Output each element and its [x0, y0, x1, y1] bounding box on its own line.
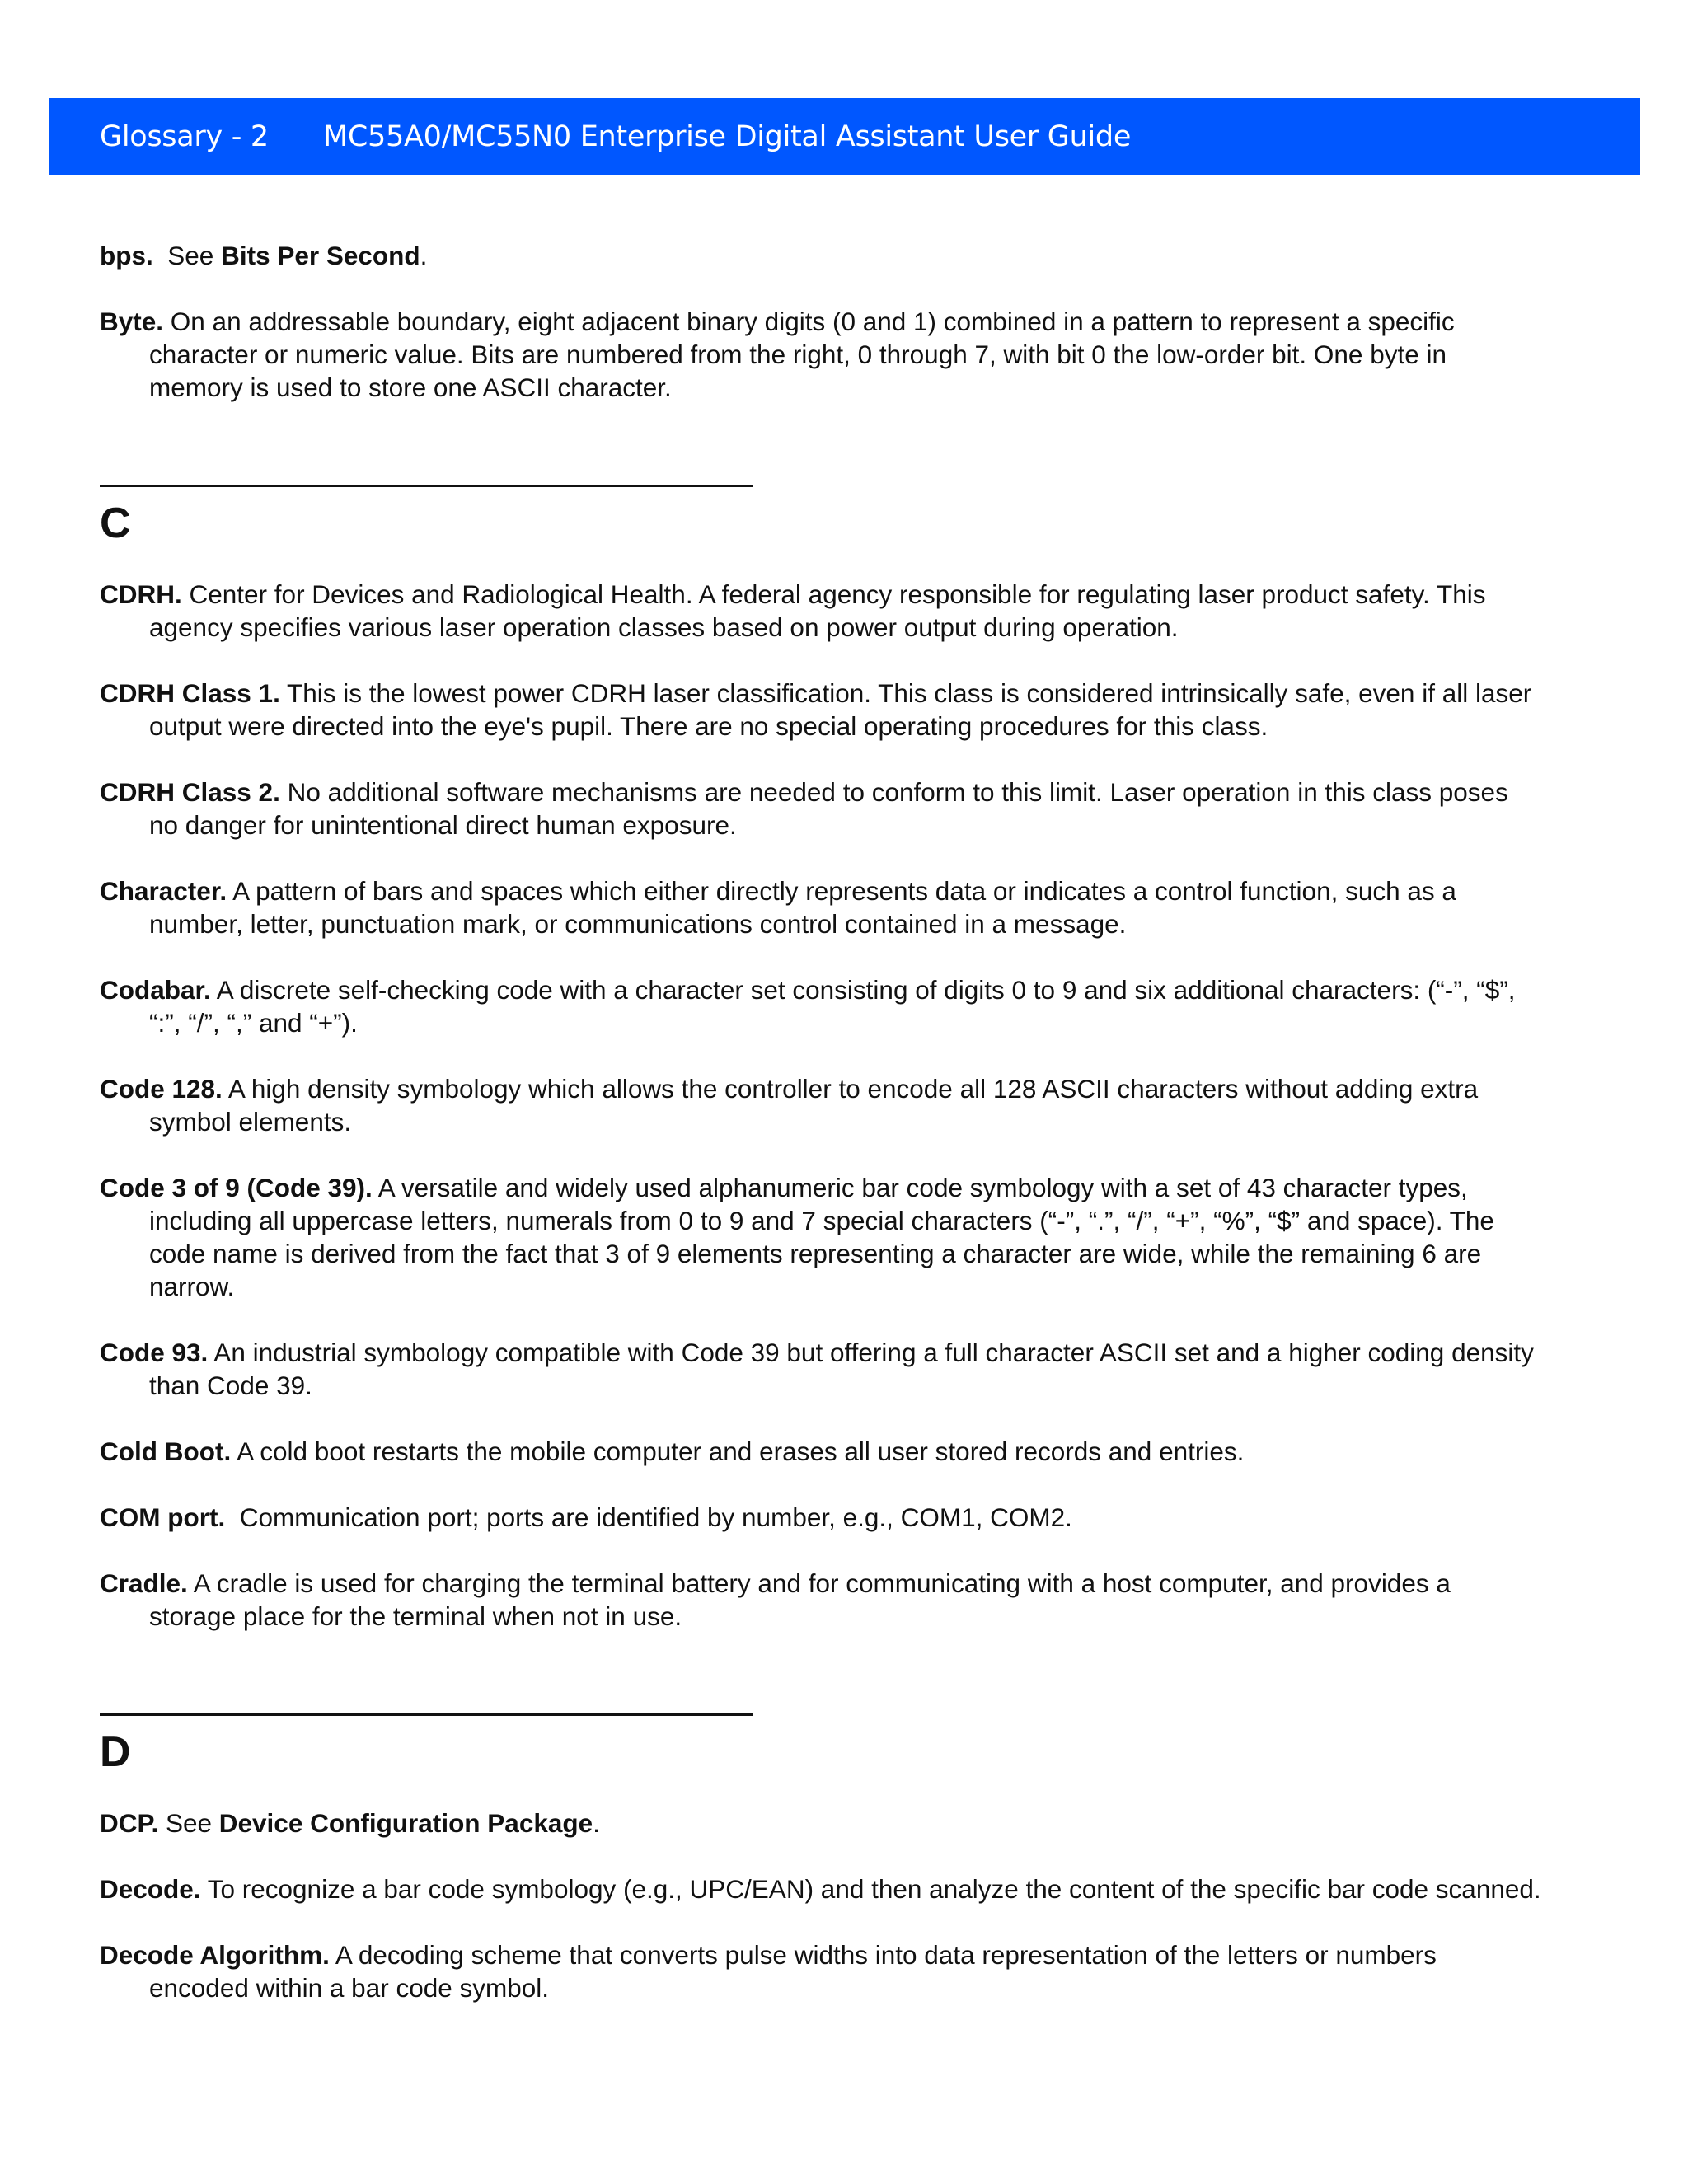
glossary-entry: [100, 578, 1542, 644]
page-header-bar: [49, 98, 1640, 175]
glossary-entry: [100, 1435, 1542, 1468]
glossary-cross-reference: Bits Per Second: [221, 241, 420, 270]
glossary-term: CDRH Class 2.: [100, 777, 280, 807]
section-letter: C: [100, 499, 131, 547]
glossary-entry: [100, 973, 1542, 1039]
glossary-definition: On an addressable boundary, eight adjacent binary digits (0 and 1) combined in a pattern to represent a specific character or numeric value. Bits are numbered from the right, 0 through 7, with bit 0 the low-order bit. One byte in memory is used to store one ASCII character.: [149, 307, 1455, 402]
glossary-entry-bps: [100, 239, 1542, 272]
glossary-entry: [100, 1171, 1542, 1303]
glossary-term: CDRH.: [100, 579, 182, 609]
glossary-definition: A decoding scheme that converts pulse widths into data representation of the letters or numbers encoded within a bar code symbol.: [149, 1940, 1437, 2003]
glossary-term: Decode Algorithm.: [100, 1940, 330, 1970]
glossary-definition: Communication port; ports are identified by number, e.g., COM1, COM2.: [225, 1502, 1072, 1532]
glossary-content: [100, 239, 1542, 2037]
glossary-definition: Center for Devices and Radiological Health. A federal agency responsible for regulating laser product safety. This agency specifies various laser operation classes based on power output during operation.: [149, 579, 1486, 642]
glossary-section-c: [100, 485, 1542, 1633]
glossary-definition: To recognize a bar code symbology (e.g., UPC/EAN) and then analyze the content of the specific bar code scanned.: [200, 1874, 1541, 1904]
glossary-term: Code 3 of 9 (Code 39).: [100, 1173, 373, 1202]
glossary-term: CDRH Class 1.: [100, 678, 280, 708]
glossary-definition: A high density symbology which allows the controller to encode all 128 ASCII characters without adding extra symbol elements.: [149, 1074, 1479, 1137]
glossary-punct: .: [593, 1808, 600, 1838]
glossary-definition: A cold boot restarts the mobile computer and erases all user stored records and entries.: [231, 1436, 1245, 1466]
glossary-entry: [100, 1501, 1542, 1534]
glossary-term: Cradle.: [100, 1568, 188, 1598]
glossary-definition: This is the lowest power CDRH laser classification. This class is considered intrinsically safe, even if all laser output were directed into the eye's pupil. There are no special operating procedures for this class.: [149, 678, 1532, 741]
glossary-cross-reference: Device Configuration Package: [218, 1808, 593, 1838]
glossary-definition: A cradle is used for charging the terminal battery and for communicating with a host computer, and provides a storage place for the terminal when not in use.: [149, 1568, 1451, 1631]
glossary-see-text: See: [158, 1808, 219, 1838]
glossary-term: Code 93.: [100, 1338, 209, 1367]
glossary-term: Cold Boot.: [100, 1436, 232, 1466]
section-divider: [100, 1713, 753, 1716]
section-letter: D: [100, 1728, 131, 1776]
glossary-definition: A pattern of bars and spaces which either directly represents data or indicates a control function, such as a number, letter, punctuation mark, or communications control contained in a message.: [149, 876, 1456, 939]
glossary-section-d: [100, 1713, 1542, 2004]
glossary-term: Decode.: [100, 1874, 201, 1904]
glossary-entry: [100, 1872, 1542, 1905]
glossary-entry-byte: [100, 305, 1542, 404]
glossary-term: COM port.: [100, 1502, 226, 1532]
glossary-term: Byte.: [100, 307, 164, 336]
glossary-entry: [100, 1567, 1542, 1633]
glossary-definition: An industrial symbology compatible with Code 39 but offering a full character ASCII set and a higher coding density than Code 39.: [149, 1338, 1534, 1400]
glossary-entry: [100, 1072, 1542, 1138]
glossary-term: DCP.: [100, 1808, 159, 1838]
glossary-term: Character.: [100, 876, 227, 906]
glossary-definition: A discrete self-checking code with a character set consisting of digits 0 to 9 and six additional characters: (“-”, “$”, “:”, “/”, “,” and “+”).: [149, 975, 1516, 1038]
glossary-see-text: See: [152, 241, 222, 270]
section-divider: [100, 485, 753, 487]
glossary-entry: [100, 874, 1542, 940]
glossary-entry: [100, 1807, 1542, 1840]
glossary-definition: A versatile and widely used alphanumeric bar code symbology with a set of 43 character types, including all uppercase letters, numerals from 0 to 9 and 7 special characters (“-”, “.”, “/”, “+”, “%”, “$” and space). The code name is derived from the fact that 3 of 9 elements representing a character are wide, while the remaining 6 are narrow.: [149, 1173, 1494, 1301]
glossary-punct: .: [420, 241, 428, 270]
glossary-term: bps.: [100, 241, 153, 270]
glossary-entry: [100, 1336, 1542, 1402]
glossary-term: Codabar.: [100, 975, 211, 1005]
header-doc-title: MC55A0/MC55N0 Enterprise Digital Assistant User Guide: [323, 120, 1132, 153]
glossary-entry: [100, 677, 1542, 743]
glossary-entry: [100, 776, 1542, 841]
glossary-term: Code 128.: [100, 1074, 223, 1104]
glossary-entry: [100, 1938, 1542, 2004]
glossary-definition: No additional software mechanisms are needed to conform to this limit. Laser operation in this class poses no danger for unintentional direct human exposure.: [149, 777, 1508, 840]
header-page-label: Glossary - 2: [100, 120, 269, 153]
